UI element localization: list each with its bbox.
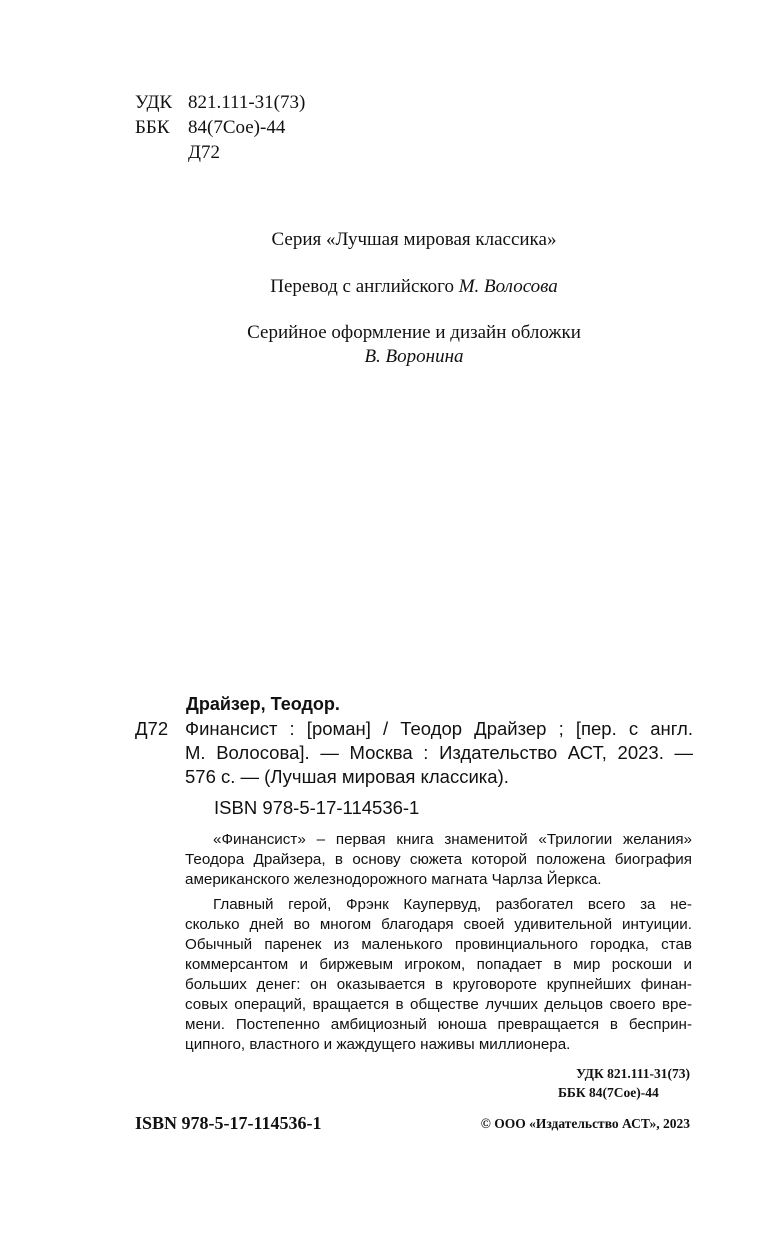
footer-copyright: © ООО «Издательство АСТ», 2023 xyxy=(480,1116,690,1131)
bib-line-3: 576 с. — (Лучшая мировая классика). xyxy=(185,766,509,787)
bib-mark: Д72 xyxy=(135,718,169,739)
bib-line-1: Финансист : [роман] / Теодор Драйзер ; [пер. с англ. xyxy=(185,718,693,739)
annotation-line: мени. Постепенно амбициозный юноша превращается в бесприн- xyxy=(185,1016,692,1033)
annotation-line: «Финансист» – первая книга знаменитой «Трилогии желания» xyxy=(213,831,692,848)
bib-line-2: М. Волосова]. — Москва : Издательство АСТ, 2023. — xyxy=(185,742,693,763)
bbk-value: 84(7Сое)-44 xyxy=(188,117,286,138)
annotation-line: Главный герой, Фрэнк Каупервуд, разбогател всего за не- xyxy=(213,896,692,913)
footer-udk: УДК 821.111-31(73) xyxy=(576,1066,690,1081)
annotation-line: американского железнодорожного магната Чарлза Йеркса. xyxy=(185,871,602,888)
design-line: Серийное оформление и дизайн обложки xyxy=(247,322,581,343)
annotation-line: ципного, властного и жаждущего наживы миллионера. xyxy=(185,1036,571,1053)
translator-name: М. Волосова xyxy=(458,276,558,297)
udk-label: УДК xyxy=(135,92,173,113)
annotation-line: сколько дней во многом благодаря своей удивительной интуиции. xyxy=(185,916,692,933)
annotation-line: больших денег: он оказывается в круговороте крупнейших финан- xyxy=(185,976,692,993)
udk-value: 821.111-31(73) xyxy=(188,92,306,113)
bib-author: Драйзер, Теодор. xyxy=(186,694,340,714)
footer-isbn: ISBN 978-5-17-114536-1 xyxy=(135,1113,322,1133)
translation-prefix: Перевод с английского xyxy=(270,276,454,297)
annotation-line: Теодора Драйзера, в основу сюжета которой положена биография xyxy=(185,851,692,868)
annotation-line: Обычный паренек из маленького провинциального городка, став xyxy=(185,936,692,953)
author-mark: Д72 xyxy=(188,142,220,163)
designer-name: В. Воронина xyxy=(364,346,464,367)
annotation-line: совых операций, вращается в обществе лучших дельцов своего вре- xyxy=(185,996,692,1013)
footer-bbk: ББК 84(7Сое)-44 xyxy=(558,1085,659,1100)
annotation-line: коммерсантом и биржевым игроком, попадает в мир роскоши и xyxy=(185,956,692,973)
translation-line xyxy=(0,276,768,298)
bib-isbn: ISBN 978-5-17-114536-1 xyxy=(214,797,420,818)
bbk-label: ББК xyxy=(135,117,170,138)
series-line: Серия «Лучшая мировая классика» xyxy=(271,229,557,250)
